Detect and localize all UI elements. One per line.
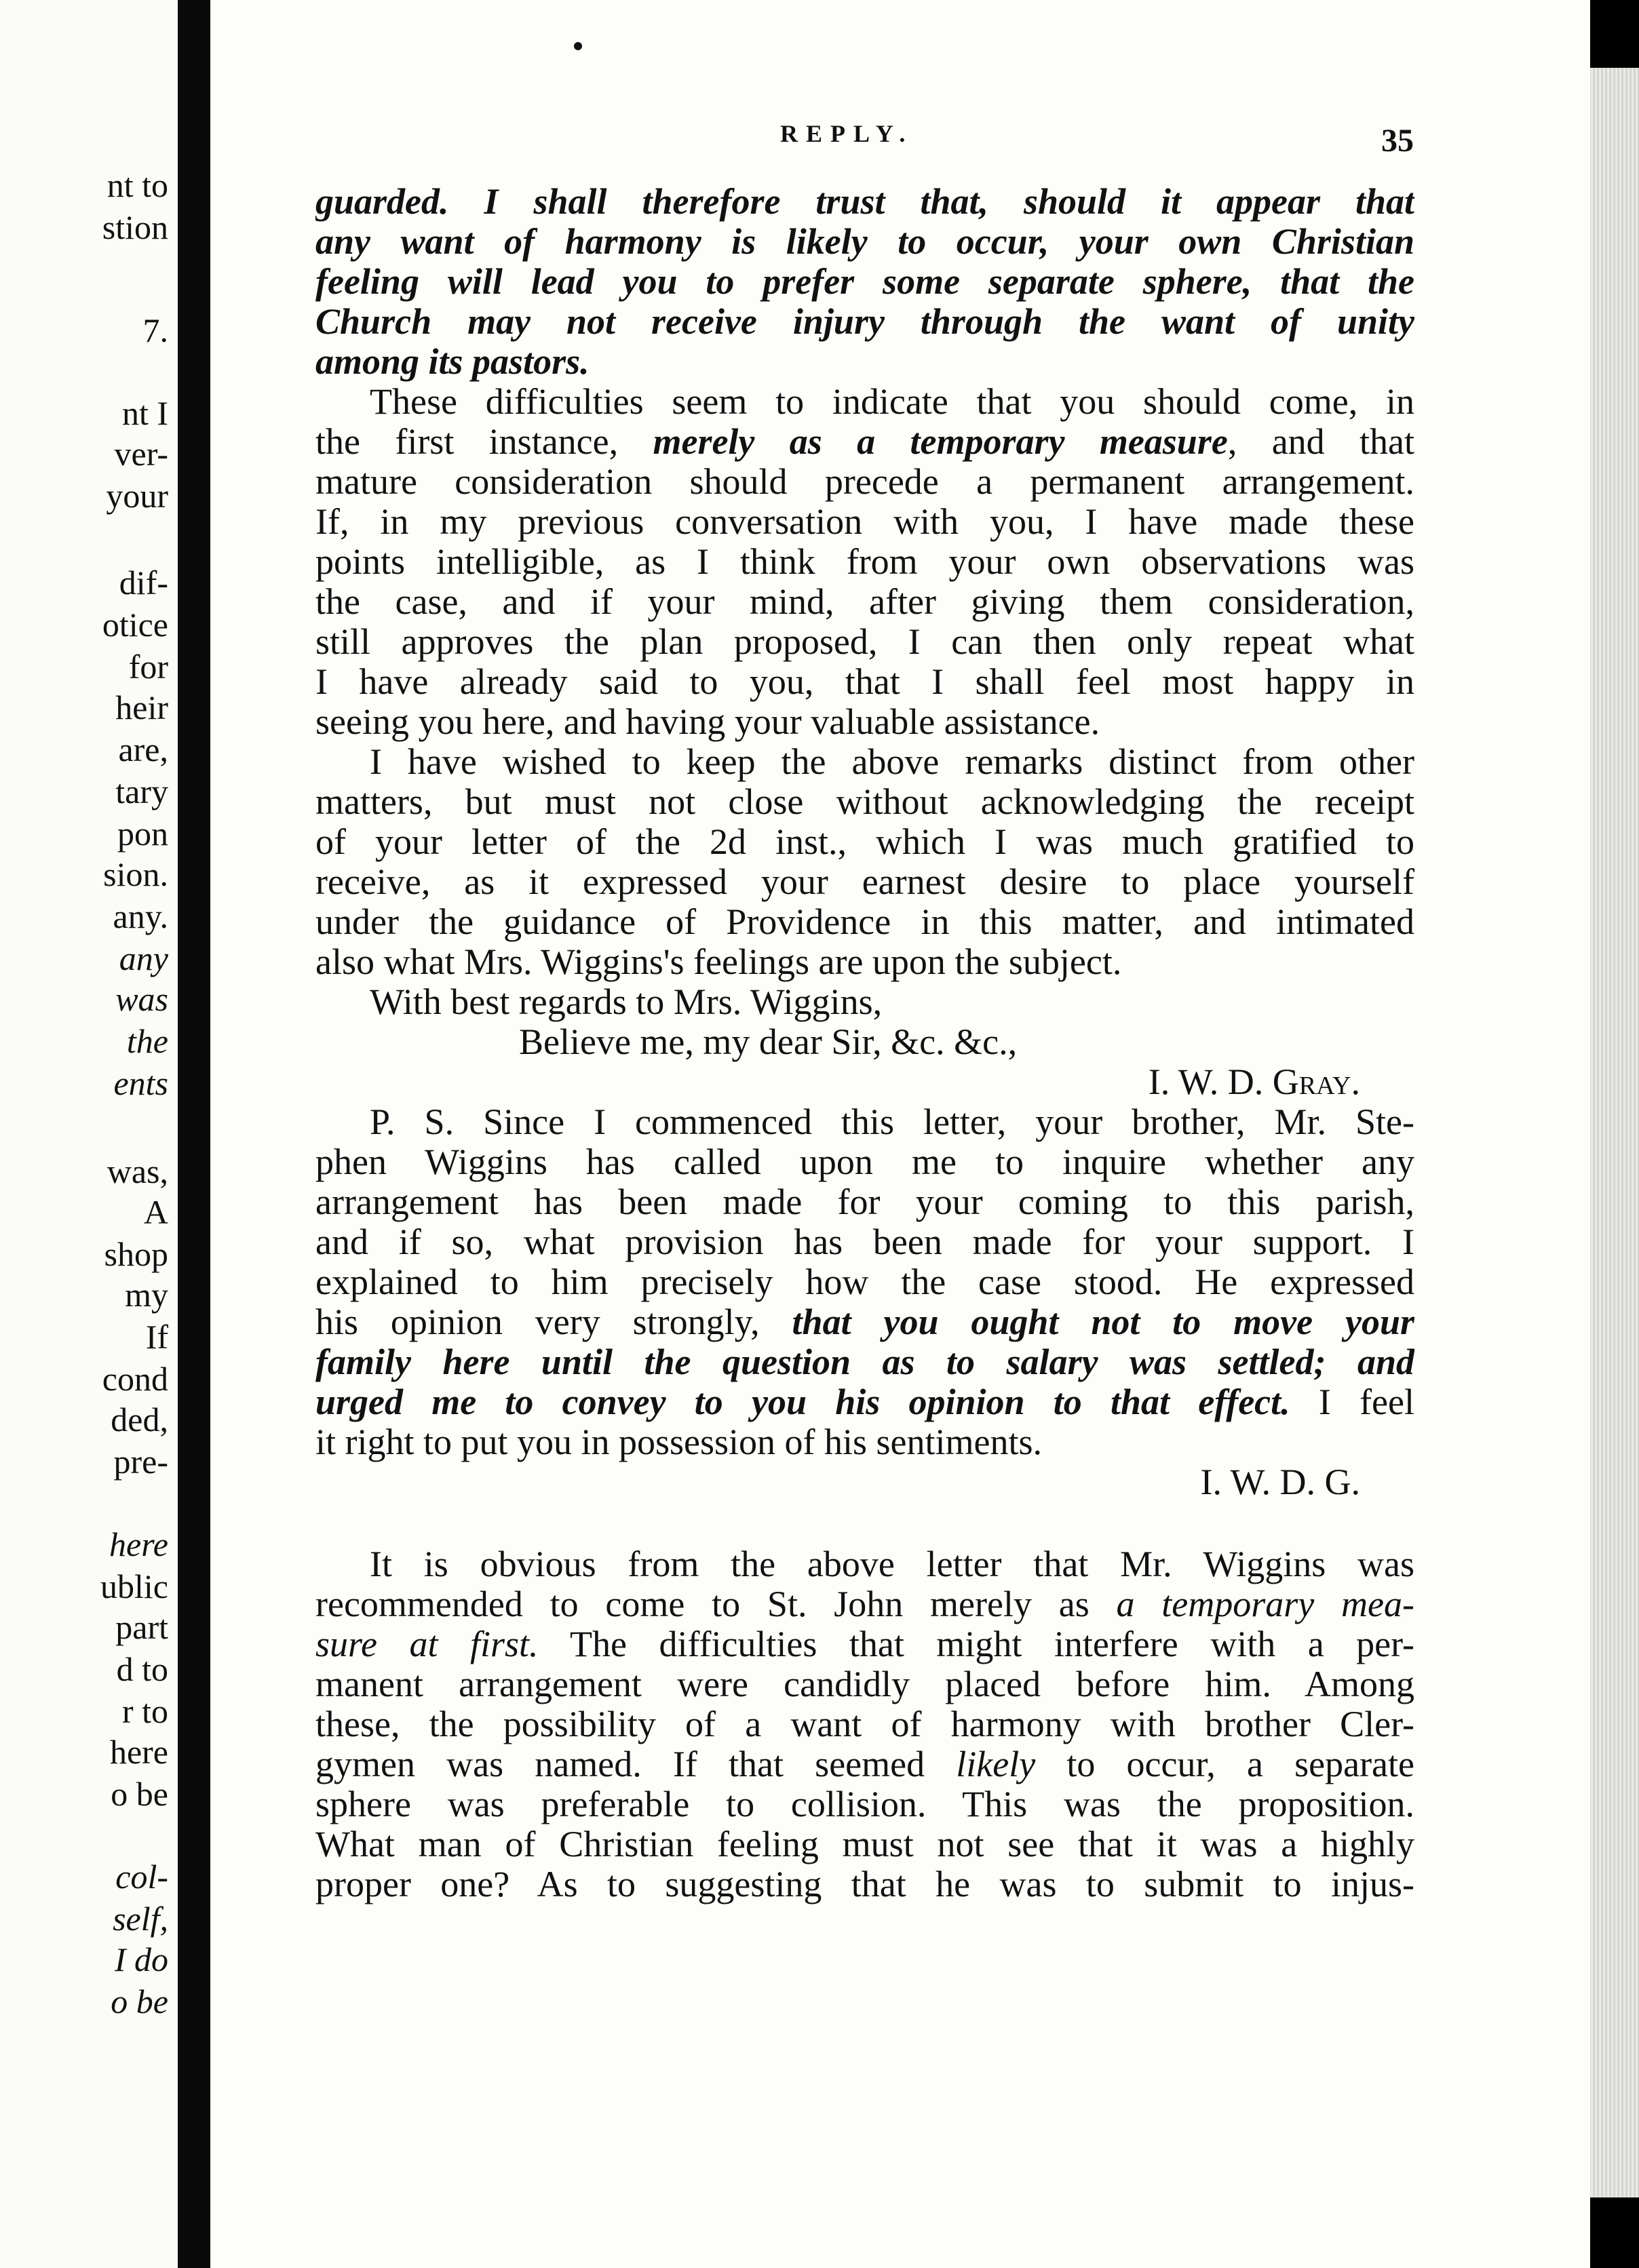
- facing-page-fragment-line: ver-: [114, 435, 168, 473]
- text-line: sphere was preferable to collision. This was the proposition.: [315, 1784, 1414, 1824]
- text-line: Church may not receive injury through the want of unity: [315, 302, 1414, 342]
- facing-page-fragment-line: nt to: [107, 166, 168, 204]
- body-text: [315, 182, 1414, 1904]
- facing-page-fragment-line: nt I: [121, 394, 168, 432]
- facing-page-fragment-line: was,: [107, 1152, 168, 1190]
- text-line: I have already said to you, that I shall feel most happy in: [315, 662, 1414, 702]
- text-line: and if so, what provision has been made for your support. I: [315, 1222, 1414, 1262]
- text-line: recommended to come to St. John merely as a temporary mea-: [315, 1584, 1414, 1624]
- facing-page-fragment-line: my: [125, 1276, 168, 1314]
- text-line: phen Wiggins has called upon me to inquire whether any: [315, 1142, 1414, 1182]
- text-line: What man of Christian feeling must not see that it was a highly: [315, 1824, 1414, 1864]
- text-line: any want of harmony is likely to occur, your own Christian: [315, 222, 1414, 262]
- facing-page-fragment-line: shop: [104, 1235, 168, 1273]
- closing-line: With best regards to Mrs. Wiggins,: [370, 982, 883, 1022]
- page-edges: [1590, 68, 1639, 2197]
- text-line: under the guidance of Providence in this matter, and intimated: [315, 902, 1414, 942]
- ink-dot: [574, 42, 582, 50]
- book-gutter: [178, 0, 210, 2268]
- facing-page-fragment-line: here: [109, 1733, 168, 1771]
- facing-page-fragment-line: If: [145, 1318, 168, 1356]
- facing-page-fragment-line: col-: [115, 1858, 168, 1896]
- facing-page-fragment-line: heir: [115, 688, 168, 726]
- facing-page-fragment-line: pon: [117, 815, 168, 853]
- text-line: gymen was named. If that seemed likely to occur, a separate: [315, 1744, 1414, 1784]
- text-line: matters, but must not close without acknowledging the receipt: [315, 782, 1414, 822]
- text-line: these, the possibility of a want of harmony with brother Cler-: [315, 1704, 1414, 1744]
- text-line: guarded. I shall therefore trust that, should it appear that: [315, 182, 1414, 222]
- paragraph-1: [315, 182, 1414, 382]
- paragraph-4: [315, 1544, 1414, 1904]
- text-line: It is obvious from the above letter that Mr. Wiggins was: [370, 1544, 1414, 1584]
- text-line: These difficulties seem to indicate that you should come, in: [370, 382, 1414, 422]
- text-line: of your letter of the 2d inst., which I was much gratified to: [315, 822, 1414, 862]
- facing-page-fragment-line: 7.: [142, 311, 168, 349]
- facing-page-fragment-line: for: [128, 648, 168, 686]
- facing-page-fragment-line: part: [115, 1608, 168, 1646]
- facing-page-fragment-line: o be: [111, 1775, 168, 1813]
- text-line: points intelligible, as I think from your own observations was: [315, 542, 1414, 582]
- text-line: I have wished to keep the above remarks distinct from other: [370, 742, 1414, 782]
- text-line: P. S. Since I commenced this letter, your brother, Mr. Ste-: [370, 1102, 1414, 1142]
- facing-page-fragment-line: ded,: [111, 1401, 168, 1439]
- text-line: among its pastors.: [315, 342, 590, 382]
- text-line: sure at first. The difficulties that might interfere with a per-: [315, 1624, 1414, 1664]
- facing-page-fragment-line: ents: [113, 1064, 168, 1102]
- facing-page-fragment-line: here: [109, 1525, 168, 1563]
- facing-page-fragment-line: A: [143, 1193, 168, 1231]
- text-line: proper one? As to suggesting that he was to submit to injus-: [315, 1864, 1414, 1904]
- text-line: it right to put you in possession of his sentiments.: [315, 1422, 1043, 1462]
- text-line: If, in my previous conversation with you, I have made these: [315, 502, 1414, 542]
- text-line: his opinion very strongly, that you ought not to move your: [315, 1302, 1414, 1342]
- text-line: family here until the question as to salary was settled; and: [315, 1342, 1414, 1382]
- facing-page-fragment-line: d to: [116, 1650, 168, 1688]
- facing-page-fragment-line: the: [126, 1022, 168, 1060]
- running-head: REPLY.: [780, 120, 914, 147]
- facing-page-fragment-line: r to: [121, 1692, 168, 1730]
- facing-page-fragment-line: self,: [113, 1900, 168, 1938]
- signature-initials: I. W. D. G.: [1200, 1462, 1360, 1502]
- facing-page-fragment-line: any.: [113, 897, 168, 935]
- signature: I. W. D. Gray.: [1148, 1062, 1360, 1102]
- paragraph-3: [315, 742, 1414, 982]
- postscript: [315, 1102, 1414, 1462]
- text-line: mature consideration should precede a permanent arrangement.: [315, 462, 1414, 502]
- text-line: feeling will lead you to prefer some separate sphere, that the: [315, 262, 1414, 302]
- page-number: 35: [1381, 123, 1414, 159]
- facing-page-fragment-line: cond: [102, 1360, 168, 1398]
- facing-page-fragment-line: pre-: [113, 1443, 168, 1481]
- text-line: arrangement has been made for your coming to this parish,: [315, 1182, 1414, 1222]
- facing-page-fragment-line: any: [119, 939, 168, 977]
- facing-page-fragment-line: are,: [118, 730, 168, 768]
- facing-page-fragment: [0, 0, 178, 2268]
- text-line: seeing you here, and having your valuable assistance.: [315, 702, 1100, 742]
- text-line: receive, as it expressed your earnest desire to place yourself: [315, 862, 1414, 902]
- facing-page-fragment-line: o be: [111, 1982, 168, 2020]
- facing-page-fragment-line: sion.: [103, 855, 168, 893]
- text-line: explained to him precisely how the case stood. He expressed: [315, 1262, 1414, 1302]
- text-line: the case, and if your mind, after giving them consideration,: [315, 582, 1414, 622]
- text-line: still approves the plan proposed, I can then only repeat what: [315, 622, 1414, 662]
- facing-page-fragment-line: ublic: [100, 1567, 168, 1605]
- facing-page-fragment-line: I do: [114, 1940, 168, 1978]
- paragraph-2: [315, 382, 1414, 742]
- text-line: the first instance, merely as a temporary measure, and that: [315, 422, 1414, 462]
- facing-page-fragment-line: otice: [102, 606, 168, 644]
- text-line: also what Mrs. Wiggins's feelings are upon the subject.: [315, 942, 1122, 982]
- facing-page-fragment-line: tary: [115, 773, 168, 810]
- text-line: urged me to convey to you his opinion to that effect. I feel: [315, 1382, 1414, 1422]
- facing-page-fragment-line: dif-: [119, 564, 168, 602]
- facing-page-fragment-line: your: [106, 477, 168, 515]
- text-line: manent arrangement were candidly placed before him. Among: [315, 1664, 1414, 1704]
- closing-line: Believe me, my dear Sir, &c. &c.,: [519, 1022, 1018, 1062]
- facing-page-fragment-line: was: [115, 980, 168, 1018]
- facing-page-fragment-line: stion: [102, 208, 168, 246]
